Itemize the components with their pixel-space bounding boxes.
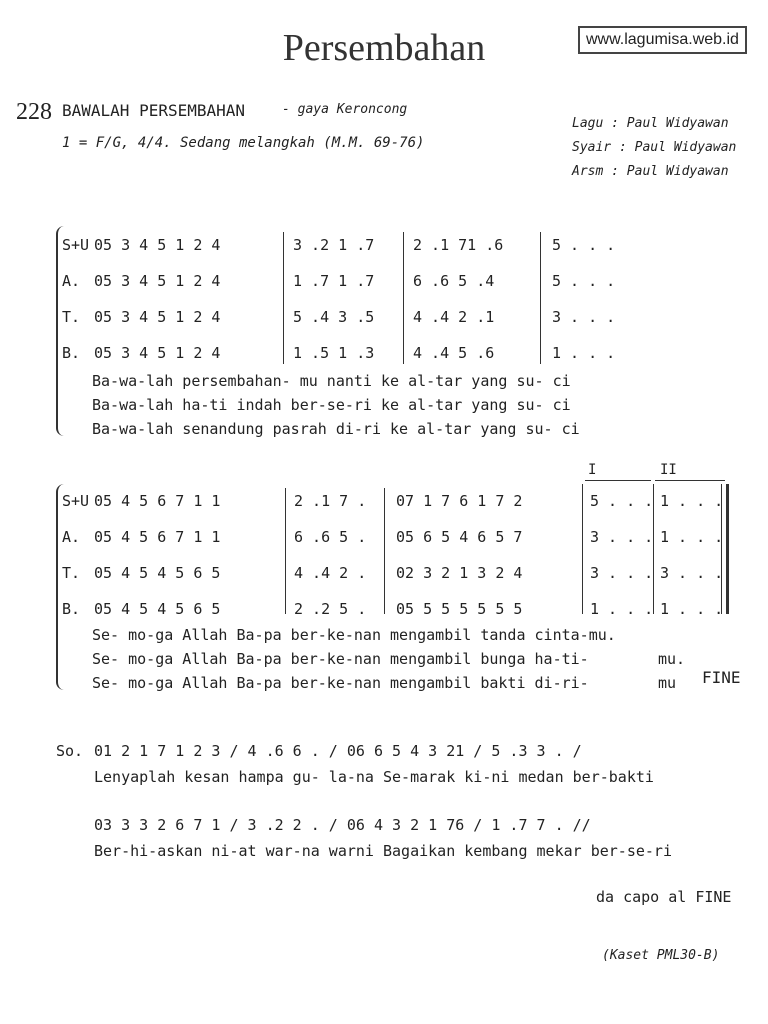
barline <box>582 484 583 614</box>
notes: 4 .4 2 .1 <box>413 308 495 326</box>
notes: 05 4 5 6 7 1 1 <box>94 492 221 510</box>
solo-notes-1: 01 2 1 7 1 2 3 / 4 .6 6 . / 06 6 5 4 3 21 / 5 .3 3 . / <box>94 742 582 760</box>
cassette-source: (Kaset PML30-B) <box>602 948 720 963</box>
notes: 2 .1 7 . <box>294 492 367 510</box>
lyric-line: Se- mo-ga Allah Ba-pa ber-ke-nan mengambil tanda cinta-mu. <box>92 626 616 644</box>
lyric-line: Se- mo-ga Allah Ba-pa ber-ke-nan mengambil bunga ha-ti- <box>92 650 589 668</box>
notes: 2 .1 71 .6 <box>413 236 504 254</box>
barline <box>285 488 286 614</box>
volta-bracket <box>585 480 651 481</box>
key-tempo: 1 = F/G, 4/4. Sedang melangkah (M.M. 69-76) <box>62 135 425 151</box>
voice-label: B. <box>62 600 81 618</box>
notes: 4 .4 5 .6 <box>413 344 495 362</box>
notes: 1 . . . <box>660 492 724 510</box>
notes: 05 3 4 5 1 2 4 <box>94 236 221 254</box>
da-capo: da capo al FINE <box>596 888 732 906</box>
solo-lyric-1: Lenyaplah kesan hampa gu- la-na Se-marak ki-ni medan ber-bakti <box>94 768 654 786</box>
barline <box>283 232 284 364</box>
notes: 5 . . . <box>552 272 616 290</box>
song-number: 228 <box>16 99 52 125</box>
lyric-line: Se- mo-ga Allah Ba-pa ber-ke-nan mengambil bakti di-ri- <box>92 674 589 692</box>
barline <box>540 232 541 364</box>
notes: 4 .4 2 . <box>294 564 367 582</box>
notes: 05 4 5 4 5 6 5 <box>94 564 221 582</box>
notes: 05 5 5 5 5 5 5 <box>396 600 523 618</box>
notes: 1 . . . <box>660 528 724 546</box>
voice-label: T. <box>62 308 81 326</box>
notes: 05 3 4 5 1 2 4 <box>94 344 221 362</box>
notes: 1 . . . <box>660 600 724 618</box>
notes: 5 .4 3 .5 <box>293 308 375 326</box>
final-barline <box>726 484 729 614</box>
voice-label: A. <box>62 528 81 546</box>
voice-label: A. <box>62 272 81 290</box>
notes: 02 3 2 1 3 2 4 <box>396 564 523 582</box>
notes: 3 .2 1 .7 <box>293 236 375 254</box>
volta-1: I <box>588 462 597 478</box>
notes: 6 .6 5 .4 <box>413 272 495 290</box>
solo-lyric-2: Ber-hi-askan ni-at war-na warni Bagaikan kembang mekar ber-se-ri <box>94 842 672 860</box>
notes: 05 3 4 5 1 2 4 <box>94 272 221 290</box>
song-title: BAWALAH PERSEMBAHAN <box>62 101 246 120</box>
notes: 3 . . . <box>660 564 724 582</box>
notes: 05 4 5 4 5 6 5 <box>94 600 221 618</box>
credit-arranger: Arsm : Paul Widyawan <box>572 164 729 179</box>
notes: 05 6 5 4 6 5 7 <box>396 528 523 546</box>
notes: 6 .6 5 . <box>294 528 367 546</box>
credit-composer: Lagu : Paul Widyawan <box>572 116 729 131</box>
lyric-line: Ba-wa-lah persembahan- mu nanti ke al-tar yang su- ci <box>92 372 571 390</box>
notes: 1 .5 1 .3 <box>293 344 375 362</box>
barline <box>403 232 404 364</box>
notes: 2 .2 5 . <box>294 600 367 618</box>
lyric-line: Ba-wa-lah ha-ti indah ber-se-ri ke al-tar yang su- ci <box>92 396 571 414</box>
notes: 3 . . . <box>552 308 616 326</box>
solo-notes-2: 03 3 3 2 6 7 1 / 3 .2 2 . / 06 4 3 2 1 76 / 1 .7 7 . // <box>94 816 591 834</box>
notes: 1 . . . <box>590 600 654 618</box>
notes: 3 . . . <box>590 564 654 582</box>
notes: 5 . . . <box>552 236 616 254</box>
notes: 1 .7 1 .7 <box>293 272 375 290</box>
voice-label: S+U <box>62 492 90 510</box>
notes: 05 4 5 6 7 1 1 <box>94 528 221 546</box>
lyric-ending: mu. <box>658 650 686 668</box>
notes: 05 3 4 5 1 2 4 <box>94 308 221 326</box>
voice-label: T. <box>62 564 81 582</box>
voice-label: B. <box>62 344 81 362</box>
voice-label: S+U <box>62 236 90 254</box>
voice-label: So. <box>56 742 84 760</box>
website-watermark[interactable]: www.lagumisa.web.id <box>578 26 747 54</box>
volta-2: II <box>660 462 677 478</box>
notes: 5 . . . <box>590 492 654 510</box>
notes: 3 . . . <box>590 528 654 546</box>
system-brace <box>56 484 66 690</box>
fine-mark: FINE <box>702 668 741 687</box>
lyric-line: Ba-wa-lah senandung pasrah di-ri ke al-tar yang su- ci <box>92 420 580 438</box>
volta-bracket <box>655 480 725 481</box>
system-brace <box>56 226 66 436</box>
lyric-ending: mu <box>658 674 677 692</box>
page-title: Persembahan <box>282 27 486 69</box>
song-style: - gaya Keroncong <box>282 102 408 117</box>
notes: 1 . . . <box>552 344 616 362</box>
notes: 07 1 7 6 1 7 2 <box>396 492 523 510</box>
barline <box>384 488 385 614</box>
credit-lyricist: Syair : Paul Widyawan <box>572 140 737 155</box>
